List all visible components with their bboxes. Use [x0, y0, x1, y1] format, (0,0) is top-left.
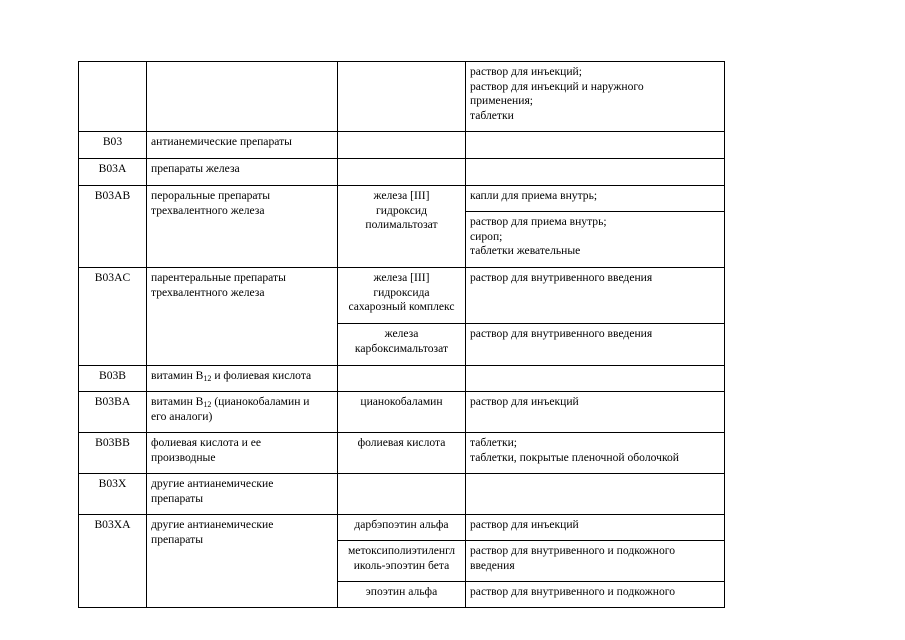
- name-text: и фолиевая кислота: [211, 369, 312, 382]
- form-cell: раствор для внутривенного и подкожного: [466, 582, 725, 608]
- form-line: таблетки: [470, 108, 514, 122]
- inn-cell: [338, 268, 466, 324]
- name-line: другие антианемические: [151, 518, 274, 531]
- name-line: трехвалентного железа: [151, 203, 265, 217]
- name-line: парентеральные препараты: [151, 271, 286, 284]
- inn-line: сахарозный комплекс: [348, 300, 455, 313]
- table-row: [79, 433, 725, 474]
- table-row: [79, 268, 725, 324]
- name-cell: [147, 392, 338, 433]
- inn-line: гидроксида: [373, 285, 430, 299]
- code-cell: B03BB: [79, 433, 147, 474]
- name-cell: препараты железа: [147, 159, 338, 186]
- name-line: трехвалентного железа: [151, 285, 265, 299]
- name-line: фолиевая кислота и ее: [151, 436, 262, 449]
- form-cell: раствор для инъекций: [466, 392, 725, 433]
- name-line: пероральные препараты: [151, 189, 271, 202]
- code-cell: [79, 62, 147, 132]
- form-line: раствор для инъекций;: [470, 65, 582, 78]
- form-line: таблетки;: [470, 436, 518, 449]
- name-cell: [147, 62, 338, 132]
- inn-line: метоксиполиэтиленгл: [347, 544, 456, 557]
- form-line: таблетки жевательные: [470, 244, 581, 257]
- name-cell: [147, 268, 338, 366]
- name-line: препараты: [151, 532, 203, 546]
- form-line: введения: [470, 558, 515, 572]
- name-cell: [147, 366, 338, 392]
- inn-line: железа [III]: [373, 271, 430, 284]
- name-cell: [147, 433, 338, 474]
- code-cell: B03B: [79, 366, 147, 392]
- inn-cell: [338, 186, 466, 268]
- form-cell: [466, 159, 725, 186]
- name-line: производные: [151, 450, 216, 464]
- table-row: [79, 366, 725, 392]
- inn-cell: [338, 541, 466, 582]
- name-subscript: 12: [203, 374, 212, 383]
- table-row: [79, 62, 725, 132]
- inn-line: железа [III]: [373, 189, 430, 202]
- inn-line: иколь-эпоэтин бета: [353, 558, 450, 572]
- form-cell: капли для приема внутрь;: [466, 186, 725, 212]
- form-cell: [466, 474, 725, 515]
- inn-line: карбоксимальтозат: [354, 341, 449, 355]
- name-cell: антианемические препараты: [147, 132, 338, 159]
- form-line: таблетки, покрытые пленочной оболочкой: [470, 450, 679, 464]
- table-row: [79, 186, 725, 212]
- name-cell: [147, 186, 338, 268]
- inn-cell: дарбэпоэтин альфа: [338, 515, 466, 541]
- code-cell: B03AC: [79, 268, 147, 366]
- name-line: другие антианемические: [151, 477, 274, 490]
- form-cell: [466, 62, 725, 132]
- name-cell: [147, 515, 338, 608]
- inn-cell: эпоэтин альфа: [338, 582, 466, 608]
- code-cell: B03XA: [79, 515, 147, 608]
- table-row: [79, 515, 725, 541]
- code-cell: B03A: [79, 159, 147, 186]
- code-cell: B03BA: [79, 392, 147, 433]
- form-cell: [466, 366, 725, 392]
- form-line: раствор для внутривенного и подкожного: [470, 544, 676, 557]
- inn-cell: [338, 132, 466, 159]
- inn-line: гидроксид: [375, 203, 428, 217]
- form-cell: раствор для внутривенного введения: [466, 324, 725, 366]
- table-row: [79, 132, 725, 159]
- form-line: раствор для инъекций и наружного: [470, 79, 644, 93]
- form-line: сироп;: [470, 229, 503, 243]
- inn-cell: [338, 324, 466, 366]
- form-cell: [466, 433, 725, 474]
- table-row: [79, 474, 725, 515]
- inn-cell: [338, 159, 466, 186]
- inn-cell: цианокобаламин: [338, 392, 466, 433]
- inn-line: полимальтозат: [365, 218, 438, 231]
- name-text: витамин B: [151, 369, 204, 382]
- name-line: [151, 395, 333, 410]
- name-text: витамин B: [151, 395, 204, 408]
- form-cell: [466, 541, 725, 582]
- form-line: применения;: [470, 94, 534, 107]
- table-row: [79, 392, 725, 433]
- form-cell: [466, 212, 725, 268]
- code-cell: B03AB: [79, 186, 147, 268]
- name-line: препараты: [151, 491, 203, 505]
- table-row: [79, 159, 725, 186]
- form-cell: раствор для внутривенного введения: [466, 268, 725, 324]
- name-cell: [147, 474, 338, 515]
- form-cell: раствор для инъекций: [466, 515, 725, 541]
- inn-line: железа: [384, 327, 419, 340]
- inn-cell: [338, 474, 466, 515]
- inn-cell: [338, 366, 466, 392]
- code-cell: B03X: [79, 474, 147, 515]
- drug-classification-table: [78, 61, 725, 608]
- name-text: (цианокобаламин и: [211, 395, 310, 408]
- name-line: его аналоги): [151, 409, 213, 423]
- inn-cell: [338, 62, 466, 132]
- name-subscript: 12: [203, 400, 212, 409]
- form-line: раствор для приема внутрь;: [470, 215, 607, 228]
- form-cell: [466, 132, 725, 159]
- code-cell: B03: [79, 132, 147, 159]
- inn-cell: фолиевая кислота: [338, 433, 466, 474]
